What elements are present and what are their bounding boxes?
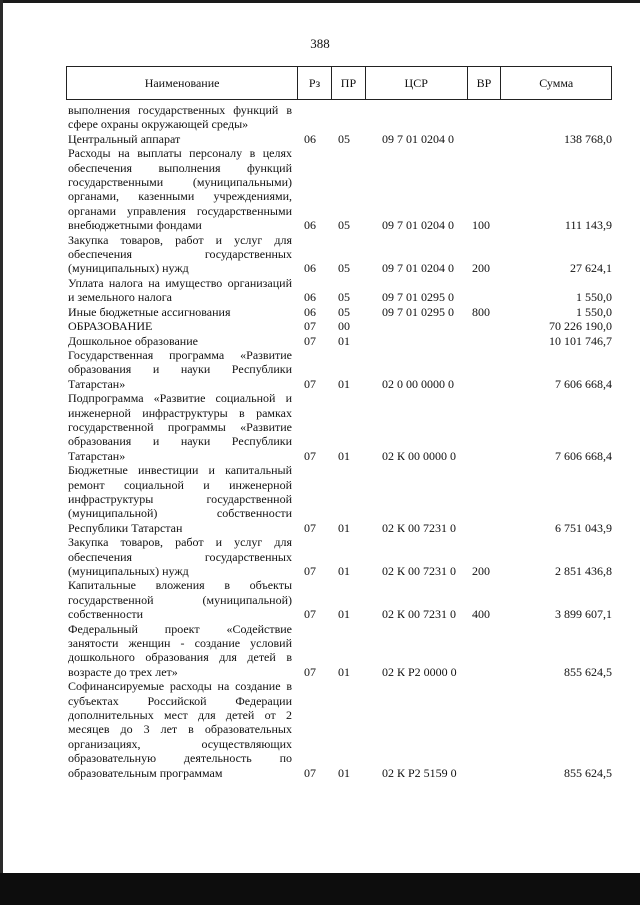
row-name: Капитальные вложения в объекты государственной (муниципальной) собственности	[68, 578, 292, 622]
page-number: 388	[310, 36, 330, 51]
row-rz: 06	[304, 304, 316, 319]
row-csr: 09 7 01 0295 0	[382, 290, 454, 305]
header-name: Наименование	[67, 67, 298, 99]
row-csr: 09 7 01 0204 0	[382, 218, 454, 233]
scan-left-edge	[0, 0, 3, 905]
row-sum: 70 226 190,0	[549, 319, 612, 334]
row-csr: 09 7 01 0204 0	[382, 261, 454, 276]
row-sum: 138 768,0	[564, 131, 612, 146]
row-rz: 07	[304, 448, 316, 463]
table-row	[68, 391, 612, 463]
row-vr: 200	[472, 564, 490, 578]
row-sum: 111 143,9	[564, 218, 612, 233]
row-rz: 07	[304, 664, 316, 679]
row-csr: 02 К Р2 5159 0	[382, 765, 457, 780]
row-pr: 05	[338, 218, 350, 233]
table-row	[68, 622, 612, 680]
row-sum: 2 851 436,8	[555, 564, 612, 578]
table-header	[66, 66, 612, 100]
budget-table-body	[68, 103, 612, 780]
row-pr: 01	[338, 520, 350, 535]
row-sum: 855 624,5	[564, 664, 612, 679]
header-rz: Рз	[298, 67, 332, 99]
table-row	[68, 463, 612, 535]
row-sum: 1 550,0	[576, 290, 612, 305]
row-name: Расходы на выплаты персоналу в целях обеспечения выполнения функций государственными (муниципальными) органами, казенными учреждениями, органами управления государственными внебюджетными фондами	[68, 146, 292, 233]
row-rz: 06	[304, 290, 316, 305]
row-rz: 06	[304, 218, 316, 233]
row-name: Иные бюджетные ассигнования	[68, 304, 231, 319]
row-rz: 07	[304, 564, 316, 578]
table-row	[68, 305, 612, 319]
table-row	[68, 103, 612, 132]
row-sum: 855 624,5	[564, 765, 612, 780]
row-rz: 07	[304, 765, 316, 780]
row-csr: 02 К 00 0000 0	[382, 448, 457, 463]
row-csr: 02 К 00 7231 0	[382, 564, 457, 578]
row-vr: 800	[472, 304, 490, 319]
row-name: Уплата налога на имущество организаций и земельного налога	[68, 275, 292, 305]
row-csr: 09 7 01 0295 0	[382, 304, 454, 319]
row-csr: 02 0 00 0000 0	[382, 376, 454, 391]
header-sum: Сумма	[539, 75, 574, 90]
table-row	[68, 578, 612, 621]
row-csr: 02 К 00 7231 0	[382, 520, 457, 535]
header-csr: ЦСР	[366, 67, 468, 99]
row-sum: 1 550,0	[576, 304, 612, 319]
row-rz: 07	[304, 376, 316, 391]
row-pr: 01	[338, 333, 350, 348]
row-pr: 01	[338, 448, 350, 463]
row-name: Центральный аппарат	[68, 131, 181, 146]
row-pr: 05	[338, 304, 350, 319]
table-row	[68, 132, 612, 146]
table-row	[68, 319, 612, 333]
row-pr: 05	[338, 131, 350, 146]
table-row	[68, 233, 612, 276]
table-row	[68, 535, 612, 578]
row-name: выполнения государственных функций в сфере охраны окружающей среды»	[68, 103, 292, 132]
row-name: Дошкольное образование	[68, 333, 198, 348]
row-name: Подпрограмма «Развитие социальной и инженерной инфраструктуры в рамках государственной программы «Развитие образования и науки Республики Татарстан»	[68, 391, 292, 463]
table-row	[68, 334, 612, 348]
row-rz: 06	[304, 261, 316, 276]
row-pr: 05	[338, 290, 350, 305]
table-row	[68, 679, 612, 780]
row-vr: 400	[472, 607, 490, 622]
row-vr: 200	[472, 261, 490, 276]
row-csr: 09 7 01 0204 0	[382, 131, 454, 146]
row-name: Закупка товаров, работ и услуг для обеспечения государственных (муниципальных) нужд	[68, 535, 292, 578]
row-name: Федеральный проект «Содействие занятости женщин - создание условий дошкольного образования для детей в возрасте до трех лет»	[68, 621, 292, 679]
row-pr: 01	[338, 664, 350, 679]
row-rz: 07	[304, 607, 316, 622]
row-name: Бюджетные инвестиции и капитальный ремонт социальной и инженерной инфраструктуры государственной (муниципальной) собственности Республики Татарстан	[68, 463, 292, 535]
row-pr: 01	[338, 607, 350, 622]
row-sum: 7 606 668,4	[555, 448, 612, 463]
table-row	[68, 348, 612, 391]
row-sum: 6 751 043,9	[555, 520, 612, 535]
scan-top-edge	[0, 0, 640, 3]
row-pr: 00	[338, 319, 350, 334]
row-vr: 100	[472, 218, 490, 233]
row-rz: 07	[304, 319, 316, 334]
header-vr: ВР	[468, 67, 502, 99]
row-rz: 07	[304, 333, 316, 348]
row-rz: 07	[304, 520, 316, 535]
scan-bottom-bar	[0, 873, 640, 905]
row-rz: 06	[304, 131, 316, 146]
row-pr: 01	[338, 376, 350, 391]
row-pr: 05	[338, 261, 350, 276]
row-pr: 01	[338, 564, 350, 578]
row-sum: 3 899 607,1	[555, 607, 612, 622]
row-sum: 10 101 746,7	[549, 333, 612, 348]
row-name: Закупка товаров, работ и услуг для обеспечения государственных (муниципальных) нужд	[68, 232, 292, 276]
row-pr: 01	[338, 765, 350, 780]
row-name: ОБРАЗОВАНИЕ	[68, 319, 153, 334]
row-csr: 02 К 00 7231 0	[382, 607, 457, 622]
header-pr: ПР	[332, 67, 366, 99]
row-csr: 02 К Р2 0000 0	[382, 664, 457, 679]
row-sum: 27 624,1	[570, 261, 612, 276]
table-row	[68, 146, 612, 232]
row-sum: 7 606 668,4	[555, 376, 612, 391]
table-row	[68, 276, 612, 305]
row-name: Софинансируемые расходы на создание в субъектах Российской Федерации дополнительных мест для детей от 2 месяцев до 3 лет в образовательных организациях, осуществляющих образовательную деятельность по образовательным программам	[68, 679, 292, 780]
row-name: Государственная программа «Развитие образования и науки Республики Татарстан»	[68, 347, 292, 391]
